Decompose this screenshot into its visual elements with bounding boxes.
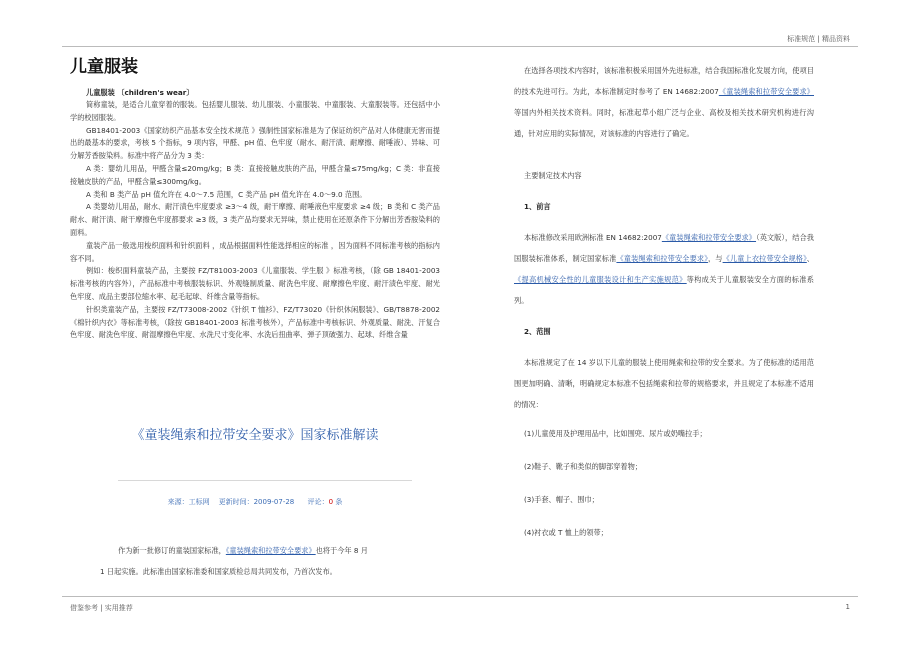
- intro-text-b: 也将于今年 8 月: [315, 546, 368, 555]
- right-p1-standard-link[interactable]: 《童装绳索和拉带安全要求》: [718, 87, 814, 96]
- preface-text-b: （英文版），结合我国服装标准体系，制定国家标准: [514, 233, 814, 263]
- intro-text-a: 作为新一批修订的童装国家标准，: [118, 546, 226, 555]
- source-info: [70, 497, 440, 507]
- comment-count[interactable]: 0: [328, 498, 334, 506]
- preface-link-2[interactable]: 《童装绳索和拉带安全要求》: [616, 254, 708, 263]
- update-time: 更新时间：2009-07-28: [218, 498, 295, 506]
- page-title: 儿童服装: [70, 57, 138, 77]
- paragraph-8: 针织类童装产品，主要按 FZ/T73008-2002《针织 T 恤衫》、FZ/T73020《针织休闲服装》、GB/T8878-2002《棉针织内衣》等标准考核，（除按 GB18401-2003 标准考核外），产品标准中考核标识、外观质量、耐洗、汗复合色牢度、耐洗色牢度、耐湿摩擦色牢度、水洗尺寸变化率、水洗后扭曲率、弹子顶破强力、起球、纤维含量: [70, 304, 440, 340]
- section-scope-paragraph: 本标准规定了在 14 岁以下儿童的服装上使用绳索和拉带的安全要求。为了使标准的适用范围更加明确、清晰，明确规定本标准不包括绳索和拉带的规格要求，并且规定了本标准不适用的情况：: [514, 358, 814, 409]
- paragraph-5: A 类婴幼儿用品，耐水、耐汗渍色牢度要求 ≥3～4 级，耐干摩擦、耐唾液色牢度要求 ≥4 级；B 类和 C 类产品耐水、耐汗渍、耐干摩擦色牢度都要求 ≥3 级，3 类产品均要求无异味，禁止使用在还原条件下分解出芳香胺染料的面料。: [70, 202, 440, 237]
- preface-text-a: 本标准修改采用欧洲标准 EN 14682:2007: [524, 233, 662, 242]
- paragraph-3: A 类：婴幼儿用品，甲醛含量≤20mg/kg；B 类：直接接触皮肤的产品，甲醛含量≤75mg/kg；C 类：非直接接触皮肤的产品，甲醛含量≤300mg/kg。: [70, 163, 440, 186]
- footer-label: 借鉴参考 | 实用推荐: [70, 604, 133, 612]
- preface-link-4[interactable]: 《提高机械安全性的儿童服装设计和生产实施规范》: [514, 275, 687, 284]
- scope-item-2: (2)鞋子、靴子和类似的脚部穿着物；: [524, 462, 642, 471]
- scope-item-1: (1)儿童使用及护理用品中，比如围兜、尿片或奶嘴拉手；: [524, 429, 707, 438]
- right-p1-text-a: 在选择各项技术内容时，该标准积极采用国外先进标准，结合我国标准化发展方向，使项目的技术先进可行。为此，本标准制定时参考了 EN 14682:2007: [514, 66, 814, 96]
- main-content-heading: 主要制定技术内容: [524, 171, 582, 180]
- header-label: 标准规范 | 精品资料: [787, 35, 850, 43]
- preface-link-1[interactable]: 《童装绳索和拉带安全要求》: [661, 233, 757, 242]
- paragraph-7: 例如：梭织面料童装产品，主要按 FZ/T81003-2003《儿童服装、学生服 》标准考核，（除 GB 18401-2003 标准考核的内容外），产品标准中考核服装标识、外观缝制质量、耐洗色牢度、耐摩擦色牢度、耐汗渍色牢度、耐光色牢度、成品主要部位缩水率、起毛起球、纤维含量等指标。: [70, 266, 440, 301]
- paragraph-4: A 类和 B 类产品 pH 值允许在 4.0～7.5 范围，C 类产品 pH 值允许在 4.0～9.0 范围。: [86, 189, 367, 199]
- preface-link-3[interactable]: 《儿童上衣拉带安全规格》: [722, 254, 807, 263]
- source-divider: [118, 480, 412, 481]
- paragraph-6: 童装产品一般选用梭织面料和针织面料 ，成品根据面料性能选择相应的标准 ，因为面料不同标准考核的指标内容不同。: [70, 240, 440, 263]
- left-column: [70, 56, 440, 342]
- section-preface-paragraph: [514, 227, 814, 311]
- article-intro: [100, 540, 430, 582]
- comment-suffix: 条: [335, 498, 343, 506]
- intro-standard-link[interactable]: 《童装绳索和拉带安全要求》: [225, 546, 316, 555]
- paragraph-1: 简称童装，是适合儿童穿着的服装。包括婴儿服装、幼儿服装、小童服装、中童服装、大童服装等。还包括中小学的校园服装。: [70, 100, 440, 122]
- scope-item-3: (3)手套、帽子、围巾；: [524, 495, 599, 504]
- section-scope-heading: 2、范围: [524, 327, 551, 336]
- section-preface-heading: 1、前言: [524, 202, 551, 211]
- preface-text-c: ，与: [707, 254, 723, 263]
- preface-text-d: 、: [806, 254, 814, 263]
- right-paragraph-1: [514, 60, 814, 144]
- right-column: [514, 60, 814, 543]
- preface-text-e: 等构成关于儿童服装安全方面的标准系列。: [514, 275, 814, 305]
- subtitle: 儿童服装 〔children's wear〕: [86, 88, 194, 97]
- comment-label: 评论：: [307, 498, 329, 506]
- scope-item-4: (4)衬衣或 T 恤上的领带；: [524, 528, 608, 537]
- right-p1-text-b: 等国内外相关技术资料。同时，标准起草小组广泛与企业、高校及相关技术研究机构进行沟通，针对应用的实际情况，对该标准的内容进行了确定。: [514, 108, 814, 138]
- source-label: 来源：工标网: [167, 498, 210, 506]
- paragraph-2: GB18401-2003《国家纺织产品基本安全技术规范 》强制性国家标准是为了保证纺织产品对人体健康无害而提出的最基本的要求，考核 5 个指标，9 项内容，甲醛、pH 值、色牢度（耐水、耐汗渍、耐摩擦、耐唾液）、异味、可分解芳香胺染料。标准中将产品分为 3 类：: [70, 125, 440, 161]
- footer-divider: [62, 596, 858, 597]
- page-number: 1: [845, 603, 850, 611]
- intro-text-c: 1 日起实施。此标准由国家标准委和国家质检总局共同发布，乃首次发布。: [100, 567, 337, 576]
- article-title: 《童装绳索和拉带安全要求》国家标准解读: [131, 428, 379, 443]
- header-divider: [62, 46, 858, 47]
